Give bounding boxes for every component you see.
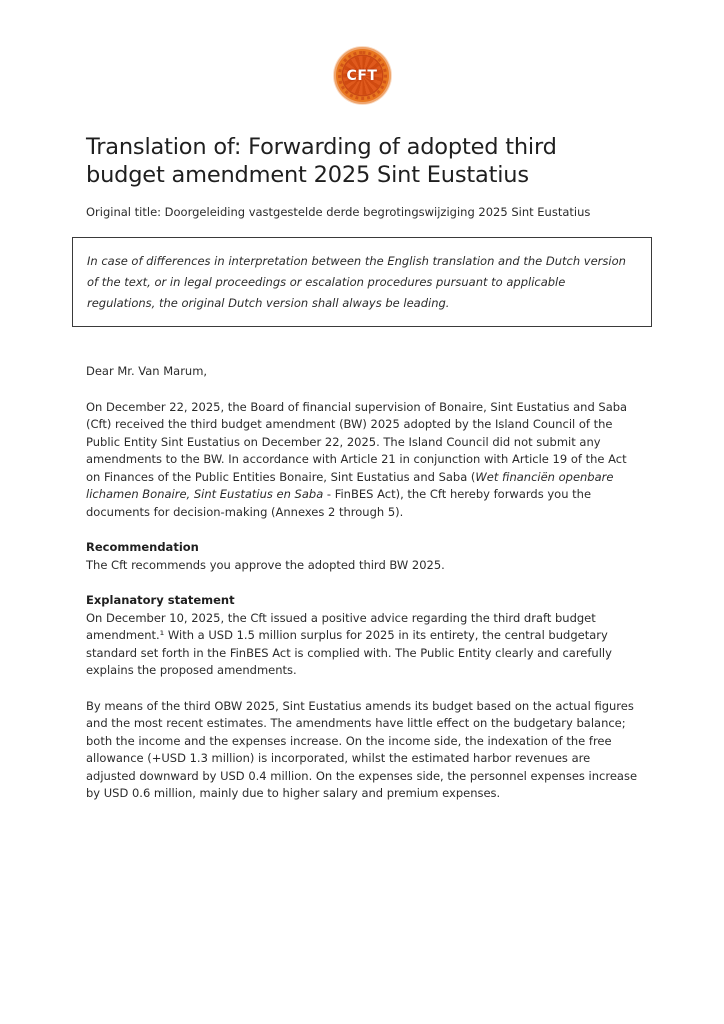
- page-title: Translation of: Forwarding of adopted third budget amendment 2025 Sint Eustatius: [86, 134, 557, 188]
- intro-paragraph: On December 22, 2025, the Board of financial supervision of Bonaire, Sint Eustatius and Saba (Cft) received the third budget amendment (BW) 2025 adopted by the Island Council of the Public Entity Sint Eustatius on December 22, 2025. The Island Council did not submit any amendments to the BW. In accordance with Article 21 in conjunction with Article 19 of the Act on Finances of the Public Entities Bonaire, Sint Eustatius and Saba (Wet financiën openbare lichamen Bonaire, Sint Eustatius en Saba - FinBES Act), the Cft hereby forwards you the documents for decision-making (Annexes 2 through 5).: [86, 399, 628, 519]
- explanatory-paragraph-1: On December 10, 2025, the Cft issued a positive advice regarding the third draft budget amendment.¹ With a USD 1.5 million surplus for 2025 in its entirety, the central budgetary standard set forth in the FinBES Act is complied with. The Public Entity clearly and carefully explains the proposed amendments.: [86, 610, 612, 678]
- salutation: Dear Mr. Van Marum,: [86, 364, 208, 379]
- logo-container: [0, 0, 724, 104]
- disclaimer-box: [72, 237, 652, 327]
- original-title: Original title: Doorgeleiding vastgestelde derde begrotingswijziging 2025 Sint Eustatius: [86, 205, 591, 220]
- section-heading-recommendation: Recommendation: [86, 540, 199, 555]
- cft-logo-starburst: [343, 56, 382, 95]
- explanatory-paragraph-2: By means of the third OBW 2025, Sint Eustatius amends its budget based on the actual figures and the most recent estimates. The amendments have little effect on the budgetary balance; both the income and the expenses increase. On the income side, the indexation of the free allowance (+USD 1.3 million) is incorporated, whilst the estimated harbor revenues are adjusted downward by USD 0.4 million. On the expenses side, the personnel expenses increase by USD 0.6 million, mainly due to higher salary and premium expenses.: [86, 698, 638, 801]
- cft-logo: [334, 47, 391, 104]
- disclaimer-text: In case of differences in interpretation between the English translation and the Dutch version of the text, or in legal proceedings or escalation procedures pursuant to applicable regulations, the original Dutch version shall always be leading.: [87, 254, 626, 311]
- letter-content: [86, 133, 638, 803]
- cft-logo-monogram: CFT: [346, 67, 378, 84]
- recommendation-paragraph: The Cft recommends you approve the adopted third BW 2025.: [86, 557, 445, 572]
- section-heading-explanatory-statement: Explanatory statement: [86, 593, 235, 608]
